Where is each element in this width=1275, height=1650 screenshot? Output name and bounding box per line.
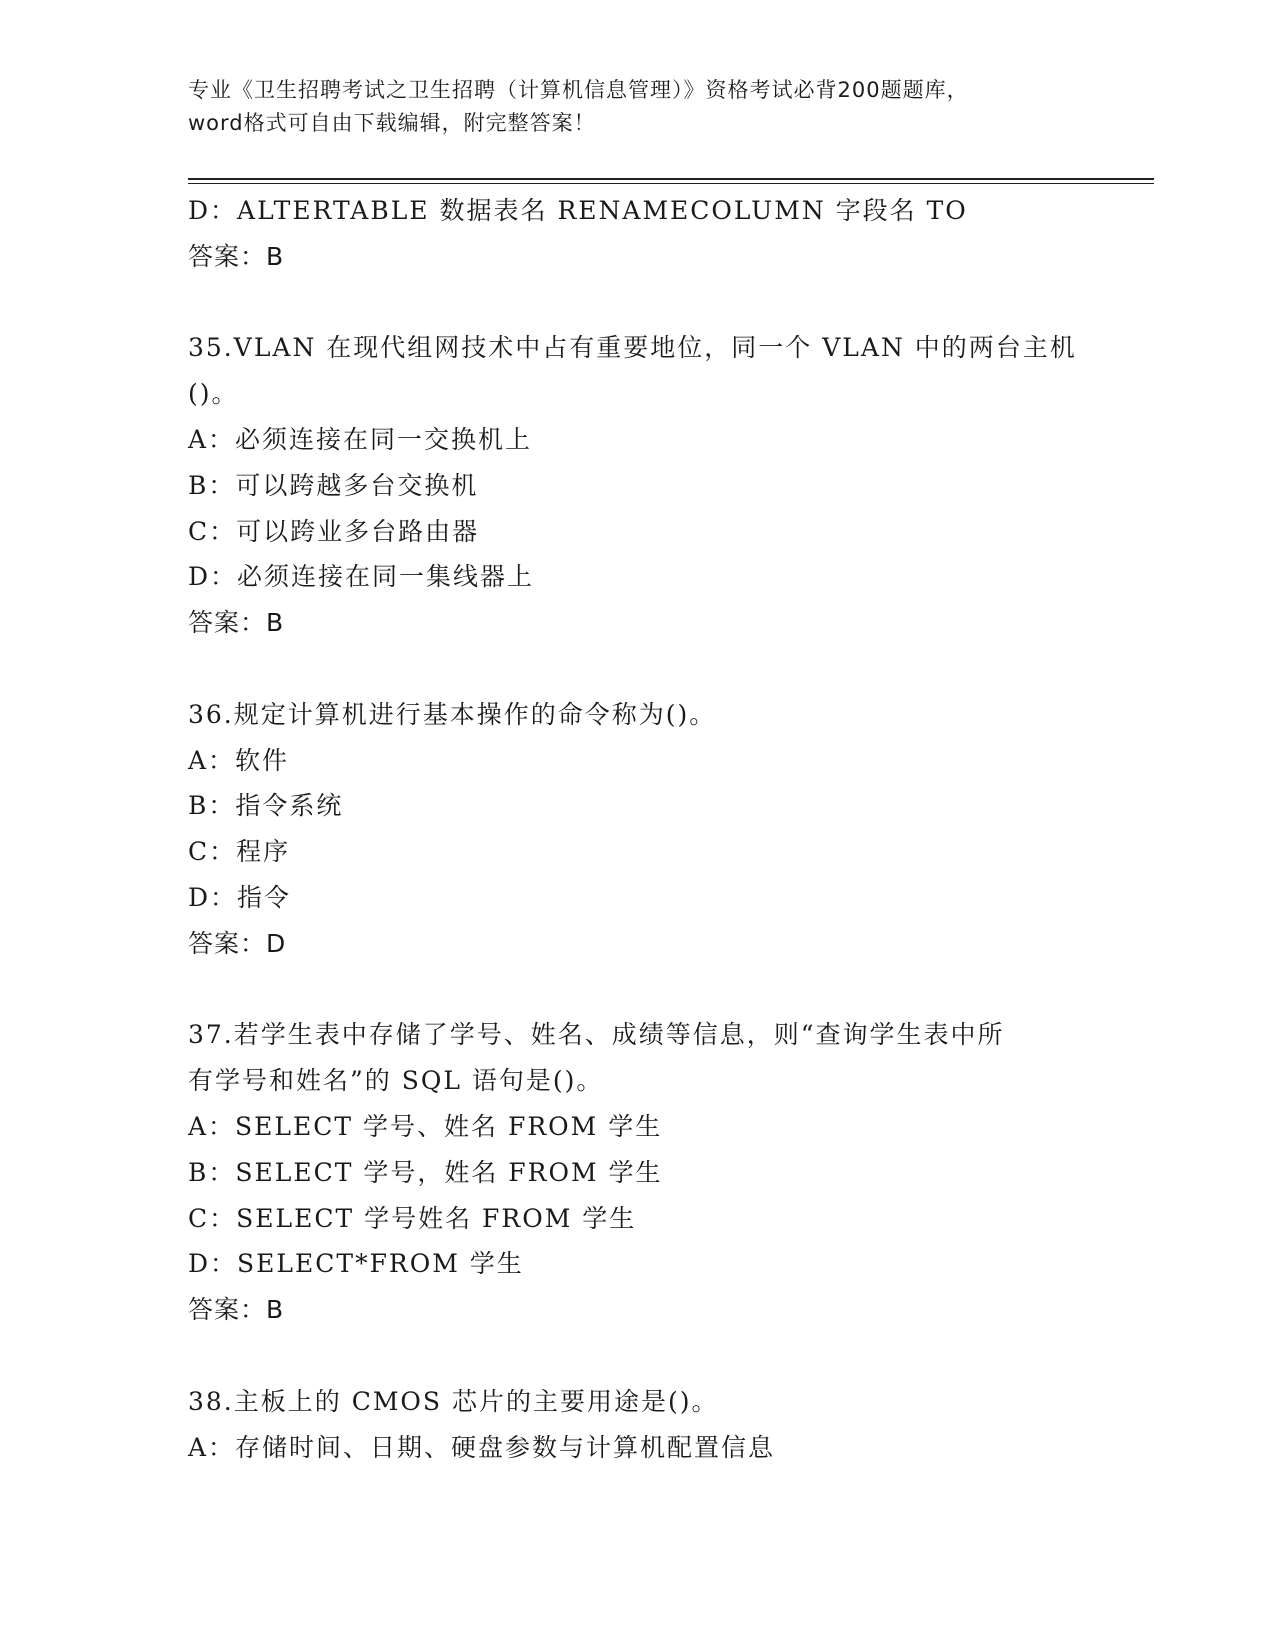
question-stem-continued: ()。	[188, 379, 239, 409]
option-a: A：SELECT 学号、姓名 FROM 学生	[188, 1111, 663, 1141]
option-a: A：存储时间、日期、硬盘参数与计算机配置信息	[188, 1432, 776, 1462]
question-37	[188, 1012, 1088, 1333]
answer-line: 答案：B	[188, 241, 285, 271]
question-stem: 38.主板上的 CMOS 芯片的主要用途是()。	[188, 1386, 719, 1416]
spacer	[188, 646, 1088, 692]
answer-line: 答案：B	[188, 608, 285, 638]
option-c: C：SELECT 学号姓名 FROM 学生	[188, 1203, 637, 1233]
option-c: C：程序	[188, 837, 291, 867]
question-stem: 36.规定计算机进行基本操作的命令称为()。	[188, 699, 717, 729]
spacer	[188, 280, 1088, 326]
question-stem: 35.VLAN 在现代组网技术中占有重要地位，同一个 VLAN 中的两台主机	[188, 333, 1077, 363]
option-d: D：SELECT*FROM 学生	[188, 1249, 524, 1279]
option-b: B：SELECT 学号，姓名 FROM 学生	[188, 1157, 663, 1187]
spacer	[188, 967, 1088, 1013]
option-a: A：必须连接在同一交换机上	[188, 424, 533, 454]
header-divider-thin	[188, 183, 1154, 184]
header-line-2: word格式可自由下载编辑，附完整答案！	[188, 111, 596, 135]
option-b: B：可以跨越多台交换机	[188, 470, 479, 500]
option-a: A：软件	[188, 745, 290, 775]
option-d: D：指令	[188, 882, 292, 912]
header-line-1: 专业《卫生招聘考试之卫生招聘（计算机信息管理）》资格考试必背200题题库，	[188, 78, 969, 102]
option-d: D：必须连接在同一集线器上	[188, 562, 535, 592]
answer-line: 答案：D	[188, 928, 287, 958]
header-divider-thick	[188, 178, 1154, 180]
question-list	[188, 188, 1088, 1470]
question-35	[188, 325, 1088, 646]
spacer	[188, 1333, 1088, 1379]
question-stem: 37.若学生表中存储了学号、姓名、成绩等信息，则“查询学生表中所	[188, 1020, 1005, 1050]
question-38	[188, 1379, 1088, 1471]
document-header	[188, 74, 1088, 140]
answer-line: 答案：B	[188, 1295, 285, 1325]
question-fragment	[188, 188, 1088, 280]
option-b: B：指令系统	[188, 791, 344, 821]
question-36	[188, 692, 1088, 967]
option-c: C：可以跨业多台路由器	[188, 516, 480, 546]
question-stem-continued: 有学号和姓名”的 SQL 语句是()。	[188, 1066, 604, 1096]
option-d: D：ALTERTABLE 数据表名 RENAMECOLUMN 字段名 TO	[188, 196, 968, 225]
